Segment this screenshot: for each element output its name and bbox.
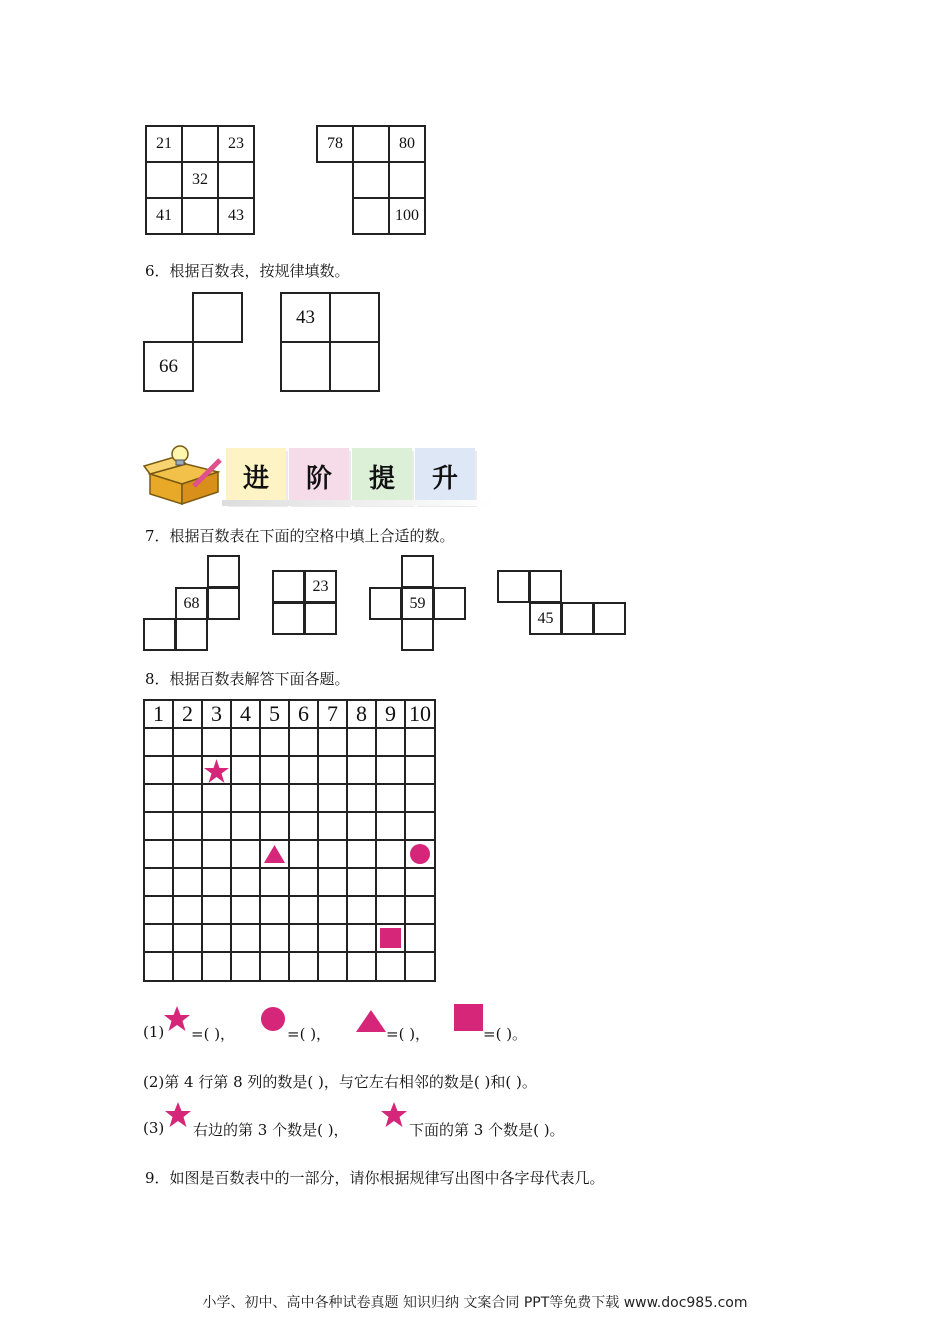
question-8-text: 8．根据百数表解答下面各题。 — [145, 670, 350, 688]
sub3-below-text: 下面的第 3 个数是( )。 — [409, 1121, 565, 1139]
sub1-circle-blank[interactable]: =( )， — [287, 1025, 332, 1043]
grid-b-cell: 78 — [316, 125, 354, 163]
star-icon — [164, 1101, 192, 1129]
grid-a-cell[interactable] — [145, 161, 183, 199]
column-header: 4 — [240, 701, 251, 726]
grid-b-cell: 80 — [388, 125, 426, 163]
column-header: 2 — [182, 701, 193, 726]
grid-b-cell[interactable] — [388, 161, 426, 199]
triangle-marker — [264, 845, 285, 863]
number-cell: 23 — [304, 570, 337, 603]
blank-cell[interactable] — [272, 570, 305, 603]
star-icon — [380, 1101, 408, 1129]
grid-a-cell[interactable] — [217, 161, 255, 199]
question-6-text: 6．根据百数表，按规律填数。 — [145, 262, 350, 280]
number-cell: 45 — [529, 602, 562, 635]
blank-cell[interactable] — [401, 555, 434, 588]
sub1-star-blank[interactable]: =( )， — [191, 1025, 236, 1043]
box-pencil-icon — [142, 440, 226, 508]
grid-lines — [143, 699, 436, 982]
banner-shadow — [222, 500, 494, 506]
blank-cell[interactable] — [329, 292, 380, 343]
square-marker — [380, 928, 401, 948]
sub3-prefix: (3) — [143, 1119, 165, 1137]
grid-a-cell[interactable] — [181, 197, 219, 235]
column-header: 8 — [356, 701, 367, 726]
blank-cell[interactable] — [497, 570, 530, 603]
blank-cell[interactable] — [304, 602, 337, 635]
blank-cell[interactable] — [433, 587, 466, 620]
blank-cell[interactable] — [593, 602, 626, 635]
blank-cell[interactable] — [272, 602, 305, 635]
column-header: 7 — [327, 701, 338, 726]
hundred-chart-grid — [143, 699, 436, 982]
grid-a-cell: 43 — [217, 197, 255, 235]
grid-b-cell: 100 — [388, 197, 426, 235]
grid-a-cell: 23 — [217, 125, 255, 163]
star-marker — [204, 759, 229, 783]
sub-question-2: (2)第 4 行第 8 列的数是( )，与它左右相邻的数是( )和( )。 — [143, 1073, 537, 1091]
blank-cell[interactable] — [143, 618, 176, 651]
star-icon — [163, 1005, 191, 1033]
sub1-prefix: (1) — [143, 1023, 165, 1041]
number-cell: 66 — [143, 341, 194, 392]
banner-char-4: 升 — [415, 448, 475, 504]
sub1-square-blank[interactable]: =( )。 — [483, 1025, 528, 1043]
blank-cell[interactable] — [192, 292, 243, 343]
grid-a-cell[interactable] — [181, 125, 219, 163]
column-header: 9 — [385, 701, 396, 726]
blank-cell[interactable] — [280, 341, 331, 392]
triangle-icon — [355, 1009, 387, 1033]
column-header: 6 — [298, 701, 309, 726]
square-icon — [454, 1004, 484, 1032]
grid-a-cell: 41 — [145, 197, 183, 235]
blank-cell[interactable] — [207, 587, 240, 620]
grid-b-cell[interactable] — [352, 125, 390, 163]
question-7-text: 7．根据百数表在下面的空格中填上合适的数。 — [145, 527, 455, 545]
grid-b-cell[interactable] — [352, 197, 390, 235]
blank-cell[interactable] — [207, 555, 240, 588]
question-9-text: 9．如图是百数表中的一部分，请你根据规律写出图中各字母代表几。 — [145, 1169, 605, 1187]
page-footer: 小学、初中、高中各种试卷真题 知识归纳 文案合同 PPT等免费下载 www.doc985.com — [202, 1295, 748, 1311]
number-cell: 43 — [280, 292, 331, 343]
number-cell: 59 — [401, 587, 434, 620]
column-header: 5 — [269, 701, 280, 726]
grid-a-cell: 21 — [145, 125, 183, 163]
blank-cell[interactable] — [175, 618, 208, 651]
blank-cell[interactable] — [561, 602, 594, 635]
banner-char-2: 阶 — [289, 448, 349, 504]
banner-char-1: 进 — [226, 448, 286, 504]
circle-icon — [259, 1006, 287, 1032]
column-header: 3 — [211, 701, 222, 726]
sub3-right-text: 右边的第 3 个数是( )， — [193, 1121, 349, 1139]
banner-char-3: 提 — [352, 448, 412, 504]
blank-cell[interactable] — [329, 341, 380, 392]
column-header: 10 — [409, 701, 431, 726]
circle-marker — [410, 844, 430, 864]
sub1-triangle-blank[interactable]: =( )， — [386, 1025, 431, 1043]
number-cell: 68 — [175, 587, 208, 620]
grid-b-cell[interactable] — [352, 161, 390, 199]
blank-cell[interactable] — [401, 618, 434, 651]
blank-cell[interactable] — [529, 570, 562, 603]
column-header: 1 — [153, 701, 164, 726]
blank-cell[interactable] — [369, 587, 402, 620]
grid-a-cell: 32 — [181, 161, 219, 199]
